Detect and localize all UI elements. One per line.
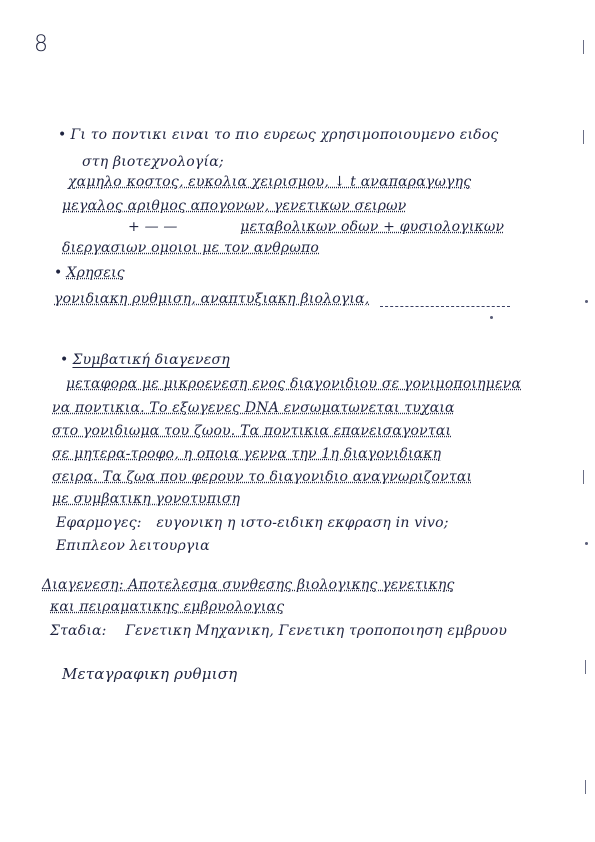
margin-dot: [585, 300, 588, 303]
conventional-line-5: σειρα. Τα ζωα που φερουν το διαγονιδιο αναγνωριζονται: [52, 469, 473, 485]
margin-mark: [583, 40, 584, 54]
answer-line-4: διεργασιων ομοιοι με τον ανθρωπο: [62, 240, 319, 256]
uses-heading: Χρησεις: [66, 265, 125, 281]
conventional-line-3: στο γονιδιωμα του ζωου. Τα ποντικια επανεισαγονται: [52, 423, 452, 439]
conventional-line-6: με συμβατικη γονοτυπιση: [52, 491, 241, 507]
dashed-rule: [380, 306, 510, 307]
uses-heading-line: [54, 266, 125, 280]
conventional-heading: Συμβατική διαγενεση: [72, 352, 230, 368]
bullet-icon: •: [60, 352, 69, 368]
margin-mark: [585, 660, 586, 674]
stages-label: Σταδια:: [50, 623, 107, 639]
margin-dot: [490, 316, 493, 319]
bullet-icon: •: [58, 127, 67, 143]
stages-line: [50, 624, 507, 638]
uses-line: γονιδιακη ρυθμιση, αναπτυξιακη βιολογια,: [54, 291, 370, 307]
bullet-icon: •: [54, 265, 63, 281]
answer-line-1: χαμηλο κοστος, ευκολια χειρισμου, ↓ t αναπαραγωγης: [68, 174, 472, 190]
margin-dot: [585, 542, 588, 545]
margin-mark: [583, 470, 584, 484]
conventional-line-4: σε μητερα-τροφο, η οποια γεννα την 1η διαγονιδιακη: [52, 446, 442, 462]
margin-mark: [583, 130, 584, 144]
margin-mark: [585, 780, 586, 794]
question-text: Γι το ποντικι ειναι το πιο ευρεως χρησιμοποιουμενο ειδος: [70, 127, 499, 143]
conventional-line-2: να ποντικια. Το εξωγενες DNA ενσωματωνεται τυχαια: [52, 400, 455, 416]
applications-line: [56, 516, 449, 530]
transcriptional-regulation-line: Μεταγραφικη ρυθμιση: [62, 665, 238, 683]
page-number: 8: [34, 32, 49, 57]
conventional-line-1: μεταφορα με μικροενεση ενος διαγονιδιου σε γονιμοποιημενα: [66, 376, 522, 392]
question-line-2: στη βιοτεχνολογία;: [82, 154, 224, 170]
transgenesis-line-2: και πειραματικης εμβρυολογιας: [50, 599, 285, 615]
transgenesis-line-1: Διαγενεση: Αποτελεσμα συνθεσης βιολογικης γενετικης: [42, 577, 455, 593]
ditto-marks: + — —: [128, 219, 178, 235]
applications-text: ευγονικη η ιστο-ειδικη εκφραση in vivo;: [156, 515, 449, 531]
stages-text: Γενετικη Μηχανικη, Γενετικη τροποποιηση εμβρυου: [125, 623, 508, 639]
answer-line-2: μεγαλος αριθμος απογονων, γενετικων σειρων: [62, 198, 407, 214]
answer-line-3-text: μεταβολικων οδων + φυσιολογικων: [240, 219, 505, 235]
answer-line-3: [128, 220, 504, 234]
applications-label: Εφαρμογες:: [56, 515, 142, 531]
additional-function-line: Επιπλεον λειτουργια: [56, 538, 210, 554]
question-line: [58, 128, 498, 142]
conventional-heading-line: [60, 353, 230, 367]
